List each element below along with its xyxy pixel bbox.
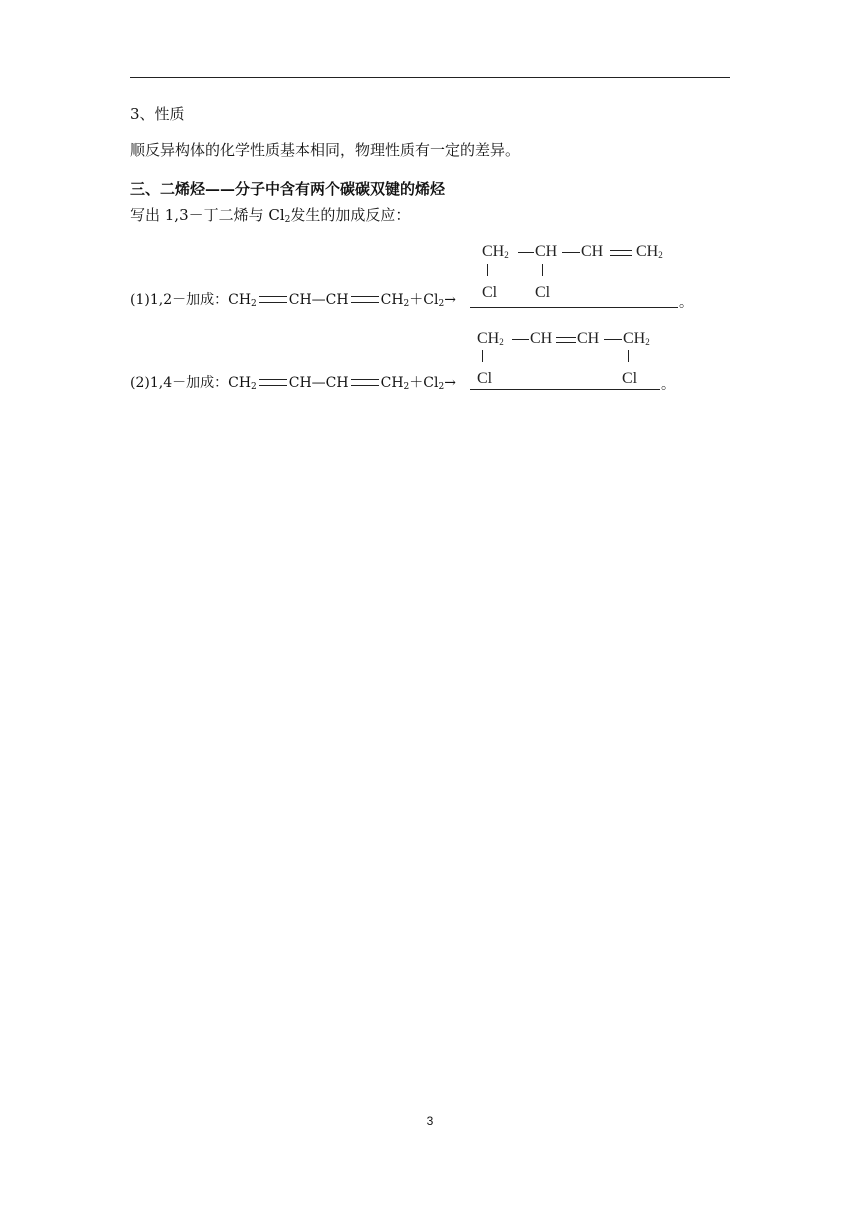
- header-rule: [130, 77, 730, 78]
- reactant-ch2-c: CH: [380, 375, 404, 391]
- reaction-2-period: 。: [661, 377, 675, 393]
- intro-text-b: 发生的加成反应：: [290, 206, 411, 224]
- section-diene-intro: [130, 205, 410, 225]
- reactant-ch-ch: CH—CH: [288, 375, 349, 391]
- intro-sub: 2: [284, 215, 291, 225]
- vertical-bond: [628, 350, 629, 362]
- product-1-c2: CH: [535, 243, 558, 260]
- reactant-ch2-c: CH: [380, 292, 404, 308]
- single-bond: [604, 339, 622, 340]
- double-bond: [556, 337, 576, 343]
- subscript: 2: [403, 382, 410, 392]
- double-bond: [610, 250, 632, 256]
- intro-text-a: 写出 1,3－丁二烯与 Cl: [130, 206, 285, 224]
- section-3-text: 顺反异构体的化学性质基本相同，物理性质有一定的差异。: [130, 141, 521, 159]
- product-2-c2: CH: [530, 330, 553, 347]
- single-bond: [512, 339, 529, 340]
- product-2-cl1: Cl: [477, 370, 493, 387]
- reaction-1-equation: [130, 290, 456, 310]
- subscript: 2: [438, 299, 445, 309]
- subscript: 2: [438, 382, 445, 392]
- double-bond: [351, 296, 379, 303]
- plus-cl: ＋Cl: [409, 292, 439, 308]
- product-2-c4: $CH_2$: [623, 330, 650, 347]
- vertical-bond: [487, 264, 488, 276]
- product-2-c3: CH: [577, 330, 600, 347]
- reactant-ch2-a: CH: [228, 375, 252, 391]
- section-diene-heading: 三、二烯烃——分子中含有两个碳碳双键的烯烃: [130, 180, 446, 198]
- reactant-ch-ch: CH—CH: [288, 292, 349, 308]
- plus-cl: ＋Cl: [409, 375, 439, 391]
- product-1-cl1: Cl: [482, 284, 498, 301]
- subscript: 2: [403, 299, 410, 309]
- reactant-ch2-a: CH: [228, 292, 252, 308]
- product-2-cl2: Cl: [622, 370, 638, 387]
- double-bond: [259, 379, 287, 386]
- single-bond: [562, 252, 580, 253]
- answer-blank-1: [470, 307, 678, 308]
- reaction-2-label: (2)1,4－加成：: [130, 375, 229, 391]
- double-bond: [351, 379, 379, 386]
- reaction-arrow: →: [444, 292, 456, 308]
- answer-blank-2: [470, 389, 660, 390]
- product-2-c1: $CH_2$: [477, 330, 504, 347]
- reaction-2-equation: [130, 373, 456, 393]
- single-bond: [518, 252, 534, 253]
- double-bond: [259, 296, 287, 303]
- reaction-1-label: (1)1,2－加成：: [130, 292, 229, 308]
- vertical-bond: [542, 264, 543, 276]
- page-number: 3: [426, 1114, 434, 1128]
- product-1-c1: $CH_2$: [482, 243, 509, 260]
- vertical-bond: [482, 350, 483, 362]
- subscript: 2: [251, 382, 257, 392]
- section-3-title: 3、性质: [130, 105, 185, 123]
- product-1-c3: CH: [581, 243, 604, 260]
- product-1-c4: $CH_2$: [636, 243, 663, 260]
- reaction-arrow: →: [444, 375, 456, 391]
- product-1-cl2: Cl: [535, 284, 551, 301]
- reaction-1-period: 。: [679, 295, 693, 311]
- subscript: 2: [251, 299, 257, 309]
